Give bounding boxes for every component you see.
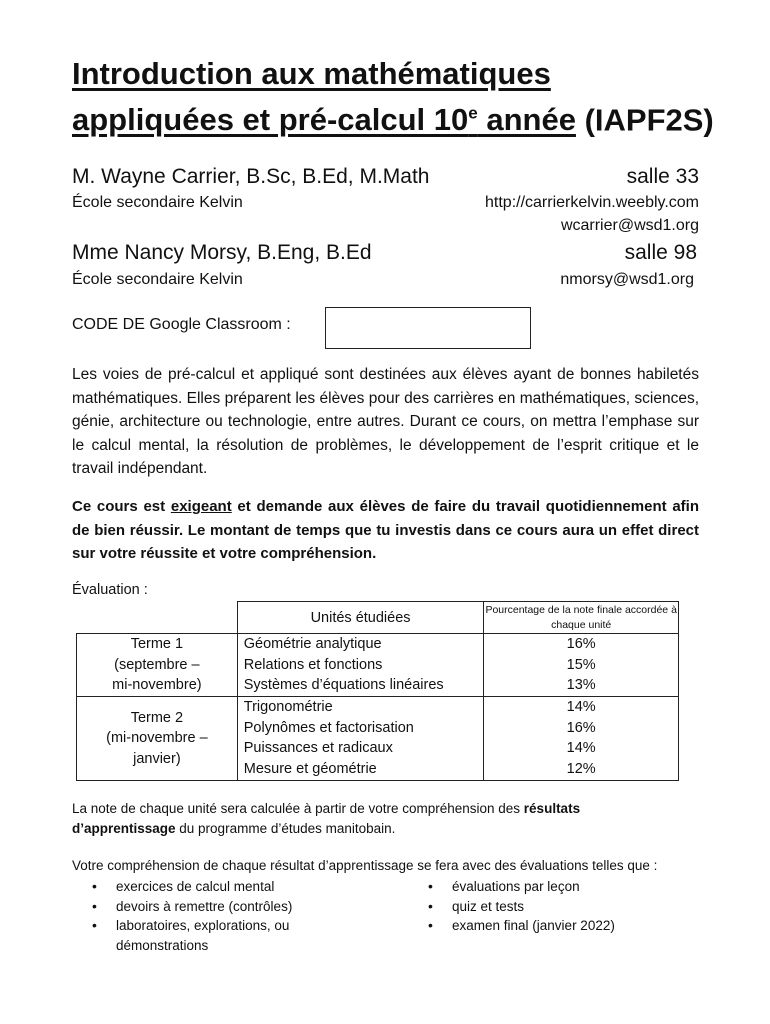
assessment-list-left [72,877,392,955]
classroom-code-label: CODE DE Google Classroom : [72,316,291,333]
teacher-2-name: Mme Nancy Morsy, B.Eng, B.Ed [72,241,372,264]
title-line-1: Introduction aux mathématiques [72,56,551,91]
evaluation-table [76,601,679,781]
classroom-code-box [325,307,531,349]
evaluation-label: Évaluation : [72,582,148,598]
list-item: • évaluations par leçon [408,877,708,897]
term-1-units: Géométrie analytique Relations et fonctions Systèmes d’équations linéaires [237,634,484,697]
term-2-units: Trigonométrie Polynômes et factorisation Puissances et radicaux Mesure et géométrie [237,697,484,781]
teacher-2-room: salle 98 [624,241,697,264]
list-item: • devoirs à remettre (contrôles) [72,897,392,917]
list-item: • laboratoires, explorations, ou démonstrations [72,916,316,955]
teacher-1-school: École secondaire Kelvin [72,194,243,211]
list-item: • exercices de calcul mental [72,877,392,897]
table-row [77,634,679,697]
teacher-1-room: salle 33 [626,165,699,188]
teacher-2-school: École secondaire Kelvin [72,271,243,288]
teacher-1-website[interactable]: http://carrierkelvin.weebly.com [485,194,699,211]
term-2-cell: Terme 2 (mi-novembre – janvier) [77,697,238,781]
term-1-cell: Terme 1 (septembre – mi-novembre) [77,634,238,697]
title-line-2: appliquées et pré-calcul 10e année [72,102,576,138]
list-item: • examen final (janvier 2022) [408,916,708,936]
list-item: • quiz et tests [408,897,708,917]
term-1-percentages: 16% 15% 13% [484,634,679,697]
teacher-1-name: M. Wayne Carrier, B.Sc, B.Ed, M.Math [72,165,430,188]
teacher-1-email[interactable]: wcarrier@wsd1.org [560,217,699,234]
intro-paragraph: Les voies de pré-calcul et appliqué sont destinées aux élèves ayant de bonnes habiletés mathématiques. Elles préparent les élèves pour des carrières en mathématiques, sciences, génie, architecture ou technologie, entre autres. Durant ce cours, on mettra l’emphase sur le calcul mental, la résolution de problèmes, le développement de l’esprit critique et le travail indépendant. [72,366,699,477]
assessment-intro: Votre compréhension de chaque résultat d’apprentissage se fera avec des évaluations telles que : [72,858,658,873]
course-code: (IAPF2S) [575,102,714,138]
grading-note: La note de chaque unité sera calculée à partir de votre compréhension des résultats d’apprentissage du programme d’études manitobain. [72,801,581,836]
teacher-2-email[interactable]: nmorsy@wsd1.org [560,271,694,288]
header-percentage: Pourcentage de la note finale accordée à chaque unité [484,602,679,634]
table-row [77,697,679,781]
term-2-percentages: 14% 16% 14% 12% [484,697,679,781]
assessment-list-right [408,877,708,936]
course-notice: Ce cours est exigeant et demande aux élèves de faire du travail quotidiennement afin de bien réussir. Le montant de temps que tu investis dans ce cours aura un effet direct sur votre réussite et votre compréhension. [72,498,699,562]
header-units: Unités étudiées [237,602,484,634]
page-title [72,54,722,140]
